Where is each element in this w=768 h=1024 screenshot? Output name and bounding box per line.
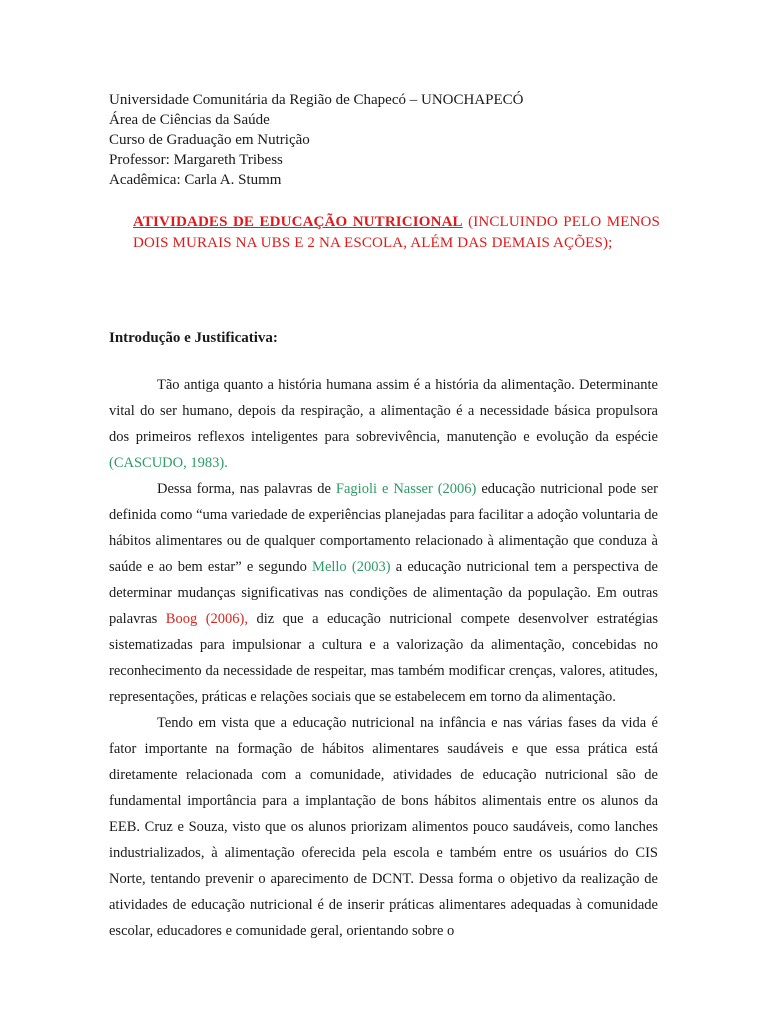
paragraph-2: [109, 476, 658, 710]
paragraph-3: [109, 710, 658, 944]
header-area: Área de Ciências da Saúde: [109, 112, 270, 128]
section-heading: Introdução e Justificativa:: [109, 330, 278, 346]
citation-mello: Mello (2003): [312, 559, 391, 575]
citation-fagioli-nasser: Fagioli e Nasser (2006): [335, 481, 477, 497]
citation-boog: Boog (2006),: [165, 611, 248, 627]
title-rest: (INCLUINDO PELO MENOS DOIS MURAIS NA UBS E 2 NA ESCOLA, ALÉM DAS DEMAIS AÇÕES);: [133, 214, 660, 251]
header-student: Acadêmica: Carla A. Stumm: [109, 172, 282, 188]
citation-cascudo: (CASCUDO, 1983).: [109, 455, 228, 471]
paragraph-text: Tendo em vista que a educação nutricional na infância e nas várias fases da vida é fator importante na formação de hábitos alimentares saudáveis e que essa prática está diretamente relacionada com a comunidade, atividades de educação nutricional são de fundamental importância para a implantação de bons hábitos alimentais entre os alunos da EEB. Cruz e Souza, visto que os alunos priorizam alimentos pouco saudáveis, como lanches industrializados, à alimentação oferecida pela escola e também entre os usuários do CIS Norte, tentando prevenir o aparecimento de DCNT. Dessa forma o objetivo da realização de atividades de educação nutricional é de inserir práticas alimentares adequadas à comunidade escolar, educadores e comunidade geral, orientando sobre o: [109, 715, 658, 939]
document-title: [133, 212, 660, 253]
header-university: Universidade Comunitária da Região de Chapecó – UNOCHAPECÓ: [109, 92, 524, 108]
paragraph-1: [109, 372, 658, 476]
header-professor: Professor: Margareth Tribess: [109, 152, 283, 168]
paragraph-text: Dessa forma, nas palavras de: [157, 481, 336, 497]
paragraph-text: Tão antiga quanto a história humana assim é a história da alimentação. Determinante vital do ser humano, depois da respiração, a alimentação é a necessidade básica propulsora dos primeiros reflexos inteligentes para sobrevivência, manutenção e evolução da espécie: [109, 377, 658, 445]
paragraph-text: a educação nutricional tem a perspectiva de determinar mudanças significativas nas condições de alimentação da população. Em outras palavras: [109, 559, 658, 627]
title-main: ATIVIDADES DE EDUCAÇÃO NUTRICIONAL: [133, 214, 463, 230]
header-course: Curso de Graduação em Nutrição: [109, 132, 310, 148]
document-body: [109, 372, 658, 944]
paragraph-text: educação nutricional pode ser definida como “uma variedade de experiências planejadas para facilitar a adoção voluntaria de hábitos alimentares ou de qualquer comportamento relacionado à alimentação que conduza à saúde e ao bem estar” e segundo: [109, 481, 658, 575]
document-header: [109, 90, 524, 190]
paragraph-text: diz que a educação nutricional compete desenvolver estratégias sistematizadas para impulsionar a cultura e a valorização da alimentação, concebidas no reconhecimento da necessidade de respeitar, mas também modificar crenças, valores, atitudes, representações, práticas e relações sociais que se estabelecem em torno da alimentação.: [109, 611, 658, 705]
